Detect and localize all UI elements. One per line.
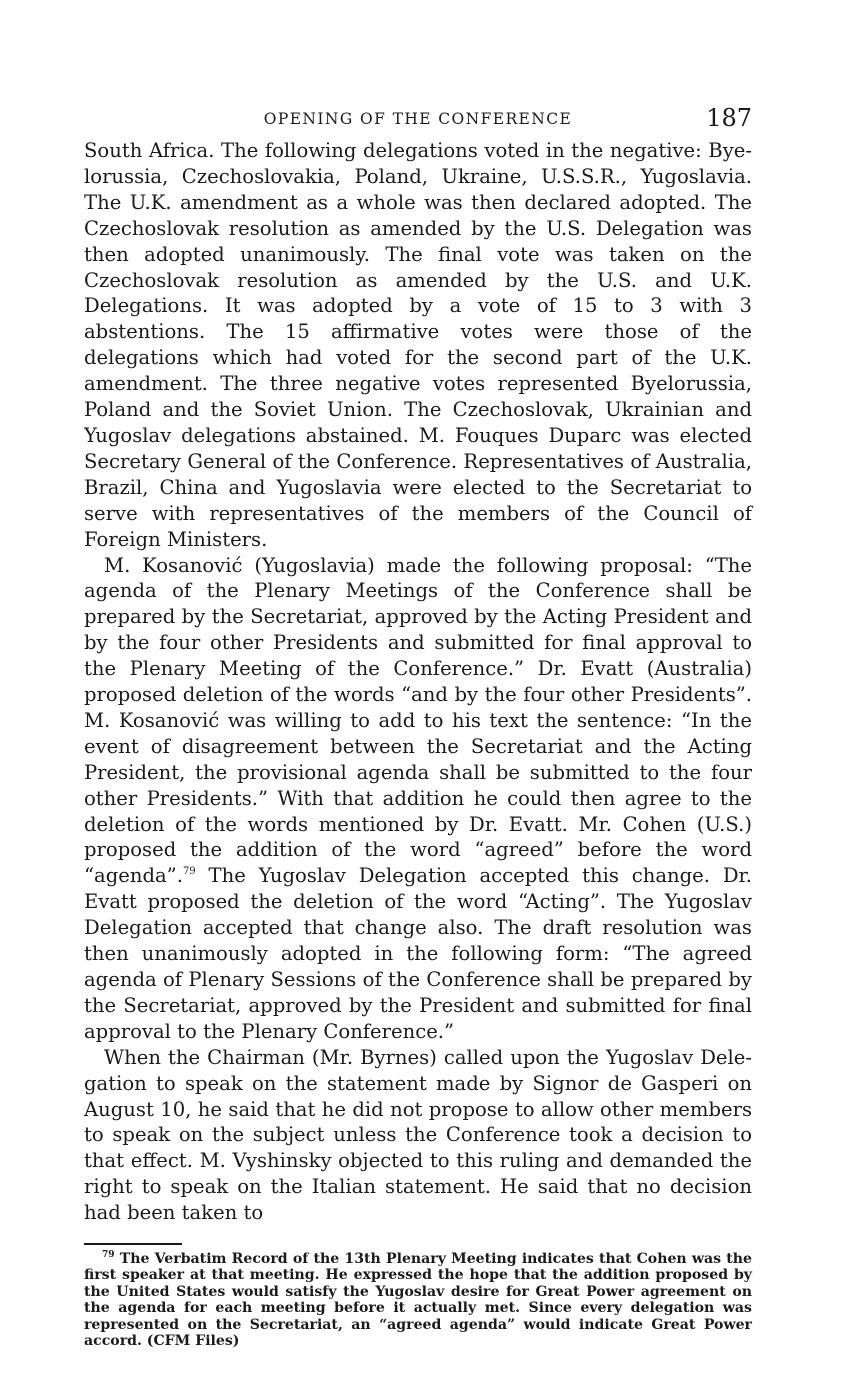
running-header xyxy=(84,104,752,138)
paragraph-text: The Yugoslav Delegation accepted this change. Dr. Evatt proposed the deletion of the word “Acting”. The Yugoslav Delegation accepted that change also. The draft resolution was then unanimously adopted in the following form: “The agreed agenda of Plenary Sessions of the Conference shall be prepared by the Secretariat, approved by the President and submitted for final approval to the Plenary Conference.” xyxy=(84,864,752,1043)
running-title: OPENING OF THE CONFERENCE xyxy=(263,110,573,128)
paragraph-continuation: South Africa. The following delegations voted in the negative: Byelorussia, Czechoslovakia, Poland, Ukraine, U.S.S.R., Yugoslavia. The U.K. amendment as a whole was then declared adopted. The Czechoslovak resolution as amended by the U.S. Delegation was then adopted unanimously. The final vote was taken on the Czechoslovak resolution as amended by the U.S. and U.K. Delegations. It was adopted by a vote of 15 to 3 with 3 abstentions. The 15 affirmative votes were those of the delegations which had voted for the second part of the U.K. amendment. The three negative votes represented Byelorussia, Poland and the Soviet Union. The Czechoslovak, Ukrainian and Yugoslav delegations abstained. M. Fouques Duparc was elected Secretary General of the Conference. Representatives of Australia, Brazil, China and Yugoslavia were elected to the Secretariat to serve with representatives of the members of the Council of Foreign Ministers. xyxy=(84,139,752,551)
footnote-divider xyxy=(84,1243,182,1245)
body-text xyxy=(84,138,752,1226)
document-page xyxy=(84,104,752,1350)
footnote-number: 79 xyxy=(102,1250,115,1261)
paragraph-text: M. Kosanović (Yugoslavia) made the following proposal: “The agenda of the Plenary Meetings of the Conference shall be prepared by the Secretariat, approved by the Acting President and by the four other Presidents and submitted for final approval to the Plenary Meeting of the Conference.” Dr. Evatt (Australia) proposed deletion of the words “and by the four other Presidents”. M. Kosanović was willing to add to his text the sentence: “In the event of disagreement between the Secretariat and the Acting President, the provisional agenda shall be submitted to the four other Presidents.” With that addition he could then agree to the deletion of the words mentioned by Dr. Evatt. Mr. Cohen (U.S.) proposed the addition of the word “agreed” before the word “agenda”. xyxy=(84,553,752,888)
paragraph-kosanovic-proposal xyxy=(84,553,752,1045)
footnote xyxy=(84,1251,752,1349)
paragraph-chairman-ruling: When the Chairman (Mr. Byrnes) called upon the Yugoslav Delegation to speak on the statement made by Signor de Gasperi on August 10, he said that he did not propose to allow other members to speak on the subject unless the Conference took a decision to that effect. M. Vyshinsky objected to this ruling and demanded the right to speak on the Italian statement. He said that no decision had been taken to xyxy=(84,1045,752,1225)
footnote-text xyxy=(84,1251,752,1349)
page-number: 187 xyxy=(706,104,752,132)
footnote-body: The Verbatim Record of the 13th Plenary Meeting indicates that Cohen was the first speaker at that meeting. He expressed the hope that the addition proposed by the United States would satisfy the Yugoslav desire for Great Power agreement on the agenda for each meeting before it actually met. Since every delegation was represented on the Secretariat, an “agreed agenda” would indicate Great Power accord. (CFM Files) xyxy=(84,1251,752,1350)
footnote-reference: 79 xyxy=(182,866,196,878)
